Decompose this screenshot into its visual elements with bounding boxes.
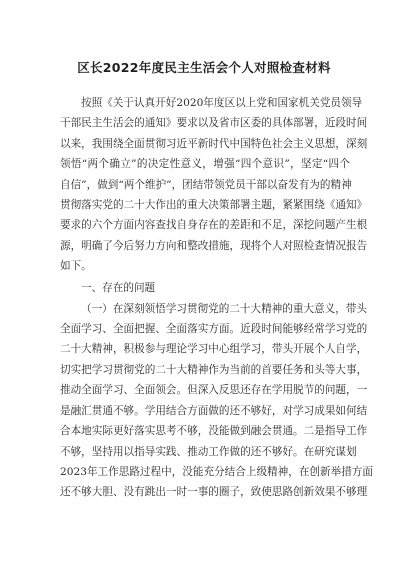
paragraph-line: 二十大精神，积极参与理论学习中心组学习，带头开展个人自学， [60,343,368,356]
paragraph-line: 合本地实际更好落实思考不够，没能做到融会贯通。二是指导工作 [60,425,368,438]
paragraph-line: 源，明确了今后努力方向和整改措施，现将个人对照检查情况报告 [60,239,368,252]
paragraph-line: 不够，坚持用以指导实践、推动工作做的还不够好。在研究谋划 [60,445,357,458]
section-heading: 一、存在的问题 [81,281,156,294]
paragraph-line: 2023年工作思路过程中，没能充分结合上级精神，在创新举措方面 [60,465,373,478]
paragraph-line: 切实把学习贯彻党的二十大精神作为当前的首要任务和头等大事， [60,363,368,376]
paragraph-line: 以来，我围绕全面贯彻习近平新时代中国特色社会主义思想，深刻 [60,137,368,150]
paragraph-line: 贯彻落实党的二十大作出的重大决策部署主题，紧紧围绕《通知》 [60,199,368,212]
paragraph-line: 要求的六个方面内容查找自身存在的差距和不足，深挖问题产生根 [60,219,368,232]
paragraph-line: 全面学习、全面把握、全面落实方面。近段时间能够经常学习党的 [60,323,368,336]
document-title: 区长2022年度民主生活会个人对照检查材料 [77,60,331,75]
paragraph-line: 如下。 [60,260,92,273]
paragraph-line: 自信”，做到“两个维护”，团结带领党员干部以奋发有为的精神 [60,178,352,191]
paragraph-line: 还不够大胆、没有跳出一时一事的圈子，致使思路创新效果不够理 [60,486,368,499]
paragraph-line: （一）在深刻领悟学习贯彻党的二十大精神的重大意义，带头 [81,302,368,315]
paragraph-line: 推动全面学习、全面领会。但深入反思还存在学用脱节的问题，一 [60,384,368,397]
paragraph-line: 是融汇贯通不够。学用结合方面做的还不够好，对学习成果如何结 [60,404,368,417]
paragraph-line: 干部民主生活会的通知》要求以及省市区委的具体部署，近段时间 [60,117,368,130]
section-paragraph [60,299,373,503]
intro-paragraph [60,93,368,277]
paragraph-line: 领悟“两个确立”的决定性意义，增强“四个意识”，坚定“四个 [60,158,350,171]
paragraph-line: 按照《关于认真开好2020年度区以上党和国家机关党员领导 [81,97,363,109]
document-body [60,93,373,503]
